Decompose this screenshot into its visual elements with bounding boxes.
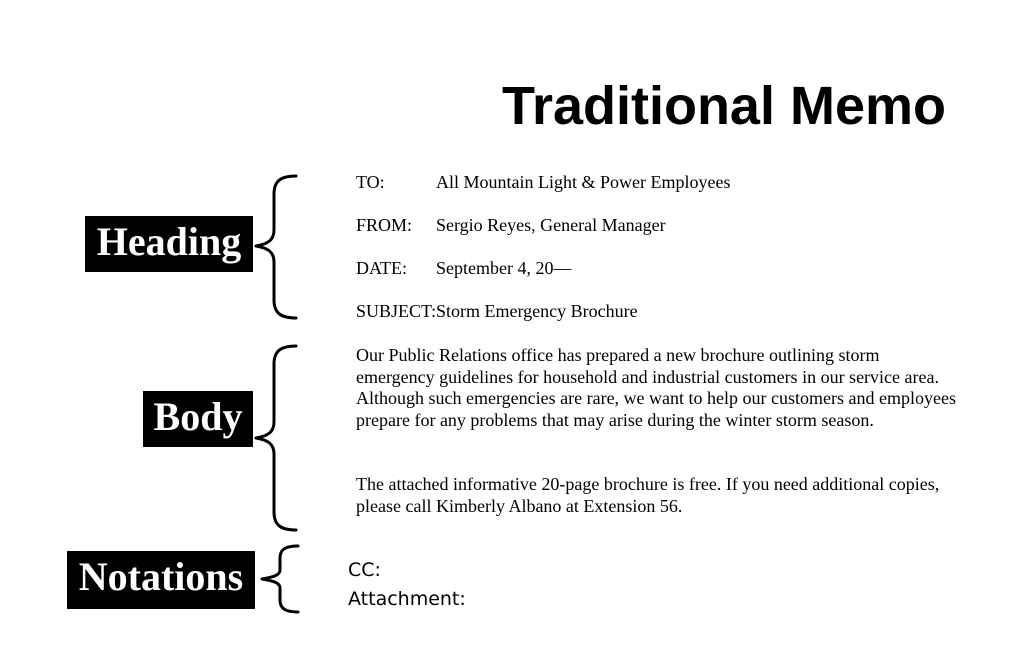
notation-attachment: Attachment:	[348, 588, 466, 610]
notations-brace-icon	[258, 544, 304, 614]
notations-label: Notations	[67, 551, 255, 609]
memo-from-row	[356, 214, 666, 236]
memo-subject-value: Storm Emergency Brochure	[436, 301, 638, 321]
slide-title: Traditional Memo	[501, 76, 946, 136]
memo-from-key: FROM:	[356, 215, 413, 235]
heading-brace-icon	[252, 174, 302, 320]
memo-body-text-2: The attached informative 20-page brochure is free. If you need additional copies, please call Kimberly Albano at Extension 56.	[356, 474, 940, 516]
notation-cc: CC:	[348, 559, 381, 581]
memo-date-key: DATE:	[356, 258, 407, 278]
memo-from-value: Sergio Reyes, General Manager	[436, 215, 666, 235]
memo-to-value: All Mountain Light & Power Employees	[436, 172, 731, 192]
memo-subject-row	[356, 300, 638, 322]
memo-subject-key: SUBJECT:	[356, 301, 437, 321]
memo-to-key: TO:	[356, 172, 385, 192]
memo-date-row	[356, 257, 571, 279]
body-label: Body	[143, 391, 253, 447]
heading-label: Heading	[85, 216, 253, 272]
memo-body-text-1: Our Public Relations office has prepared a new brochure outlining storm emergency guidelines for household and industrial customers in our service area. Although such emergencies are rare, we want to help our customers and employees prepare for any problems that may arise during the winter storm season.	[356, 345, 956, 430]
body-brace-icon	[252, 344, 302, 532]
memo-to-row	[356, 171, 730, 193]
memo-body-paragraph-2	[356, 474, 956, 517]
memo-date-value: September 4, 20—	[436, 258, 572, 278]
memo-body-paragraph-1	[356, 345, 956, 431]
